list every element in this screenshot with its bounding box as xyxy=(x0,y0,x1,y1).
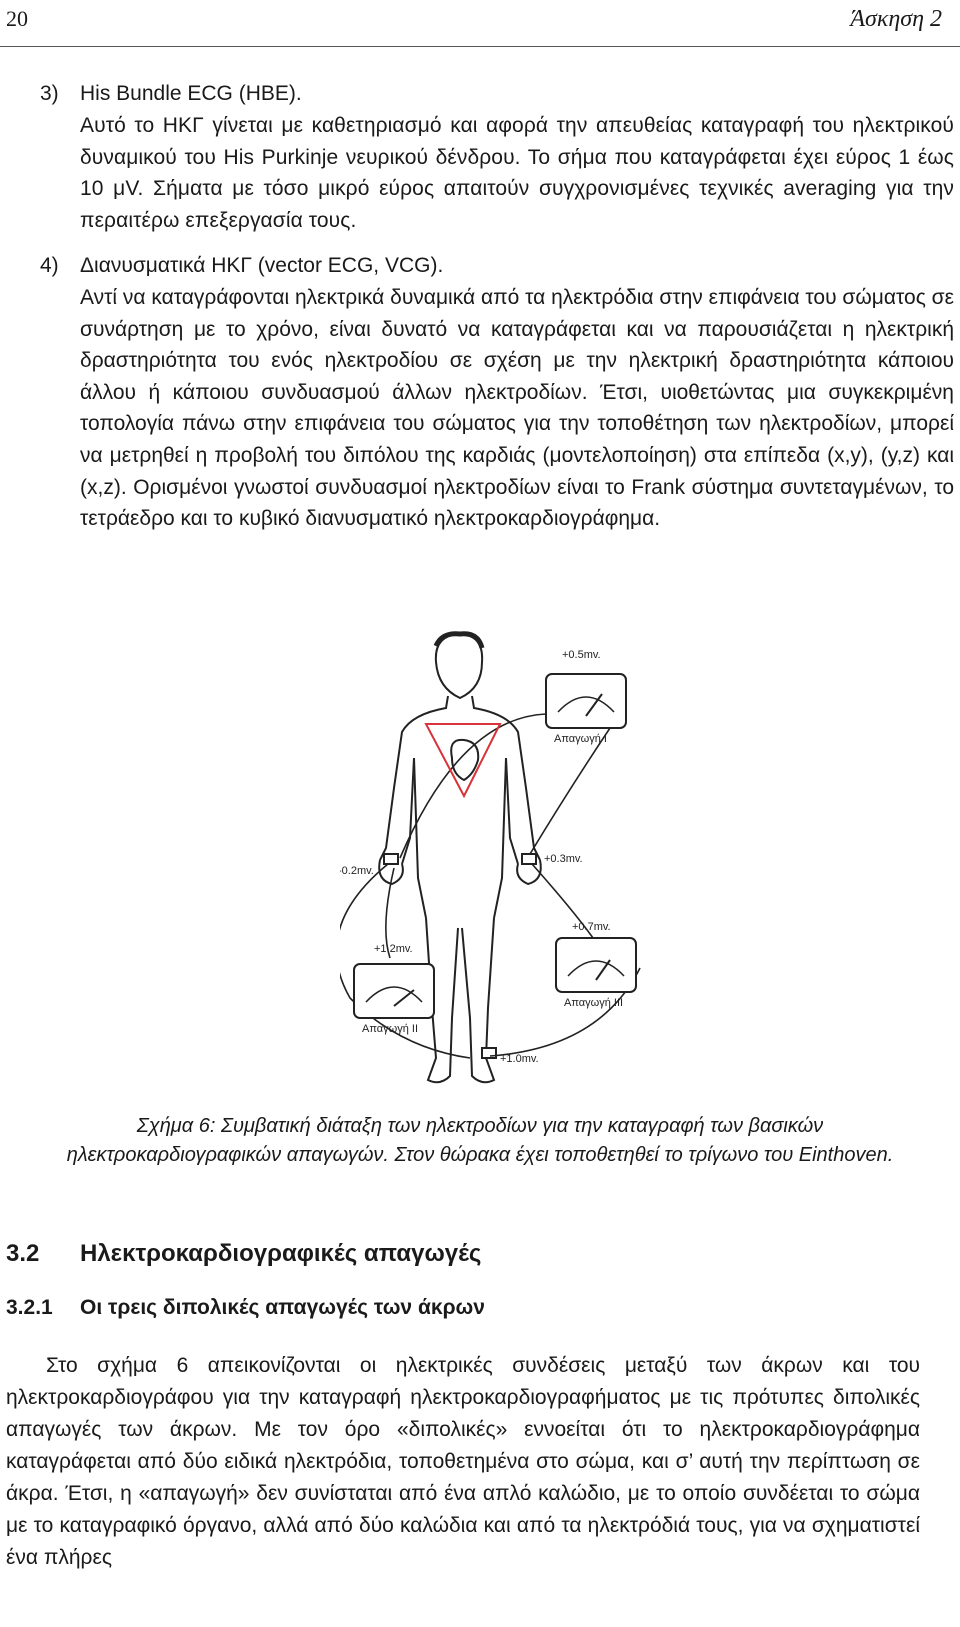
einthoven-figure xyxy=(340,628,660,1098)
right-arm-value: +0.3mv. xyxy=(544,853,583,865)
section-heading xyxy=(6,1240,481,1268)
subsection-number: 3.2.1 xyxy=(6,1296,53,1319)
subsection-title: Οι τρεις διπολικές απαγωγές των άκρων xyxy=(80,1296,485,1319)
lead-1-value: +0.5mv. xyxy=(562,649,601,661)
leg-value: +1.0mv. xyxy=(500,1053,539,1065)
list-number: 4) xyxy=(40,254,59,277)
left-arm-value: -0.2mv. xyxy=(340,865,374,877)
list-number: 3) xyxy=(40,82,59,105)
subsection-heading xyxy=(6,1296,485,1320)
list-item-3-heading xyxy=(40,78,302,110)
list-item-3-text: Αυτό το ΗΚΓ γίνεται με καθετηριασμό και αφορά την απευθείας καταγραφή του ηλεκτρικού δυναμικού του His Purkinje νευρικού δένδρου. Το σήμα που καταγράφεται έχει εύρος 1 έως 10 μV. Σήματα με τόσο μικρό εύρος απαιτούν συγχρονισμένες τεχνικές averaging για την περαιτέρω επεξεργασία τους. xyxy=(80,114,954,232)
running-title: Άσκηση 2 xyxy=(850,6,942,32)
figure-caption: Σχήμα 6: Συμβατική διάταξη των ηλεκτροδίων για την καταγραφή των βασικών ηλεκτροκαρδιογραφικών απαγωγών. Στον θώρακα έχει τοποθετηθεί το τρίγωνο του Einthoven. xyxy=(66,1115,894,1166)
page-number: 20 xyxy=(6,6,28,31)
lead-2-value: +1.2mv. xyxy=(374,943,413,955)
page-header xyxy=(0,0,960,50)
list-title: Διανυσματικά ΗΚΓ (vector ECG, VCG). xyxy=(80,254,444,277)
list-item-4-heading xyxy=(40,250,443,282)
einthoven-triangle xyxy=(426,724,500,796)
lead-3-label: Απαγωγή III xyxy=(564,997,624,1009)
list-title: His Bundle ECG (HBE). xyxy=(80,82,302,105)
body-paragraph: Στο σχήμα 6 απεικονίζονται οι ηλεκτρικές συνδέσεις μεταξύ των άκρων και του ηλεκτροκαρδιογράφου για την καταγραφή ηλεκτροκαρδιογραφήματος με τις πρότυπες διπολικές απαγωγές των άκρων. Με τον όρο «διπολικές» εννοείται ότι το ηλεκτροκαρδιογράφημα καταγράφεται από δύο ειδικά ηλεκτρόδια, τοποθετημένα στο σώμα, και σ’ αυτή την περίπτωση σε άκρα. Έτσι, η «απαγωγή» δεν συνίσταται από ένα απλό καλώδιο, με το οποίο συνδέεται το σώμα με το καταγραφικό όργανο, αλλά από δύο καλώδια και από τα ηλεκτρόδιά τους, για να σχηματιστεί ένα πλήρες xyxy=(6,1354,920,1569)
meter-lead-2 xyxy=(354,964,434,1018)
section-number: 3.2 xyxy=(6,1240,40,1267)
lead-1-label: Απαγωγή I xyxy=(554,733,607,745)
list-item-4-text: Αντί να καταγράφονται ηλεκτρικά δυναμικά από τα ηλεκτρόδια στην επιφάνεια του σώματος σε συνάρτηση με το χρόνο, είναι δυνατό να καταγράφεται και να παρουσιάζεται η ηλεκτρική δραστηριότητα του ενός ηλεκτροδίου σε σχέση με την ηλεκτρική δραστηριότητα κάποιου άλλου ή κάποιου συνδυασμού άλλων ηλεκτροδίων. Έτσι, υιοθετώντας μια συγκεκριμένη τοπολογία πάνω στην επιφάνεια του σώματος για την τοποθέτηση των ηλεκτροδίων, μπορεί να μετρηθεί η προβολή του διπόλου της καρδιάς (μοντελοποίηση) στα επίπεδα (x,y), (y,z) και (x,z). Ορισμένοι γνωστοί συνδυασμοί ηλεκτροδίων είναι το Frank σύστημα συντεταγμένων, το τετράεδρο και το κυβικό διανυσματικό ηλεκτροκαρδιογράφημα. xyxy=(80,286,954,531)
einthoven-illustration xyxy=(340,628,660,1098)
lead-3-value: +0.7mv. xyxy=(572,921,611,933)
meter-lead-1 xyxy=(546,674,626,728)
header-rule xyxy=(0,46,960,47)
lead-2-label: Απαγωγή II xyxy=(362,1023,419,1035)
section-title: Ηλεκτροκαρδιογραφικές απαγωγές xyxy=(80,1240,482,1267)
meter-lead-3 xyxy=(556,938,636,992)
